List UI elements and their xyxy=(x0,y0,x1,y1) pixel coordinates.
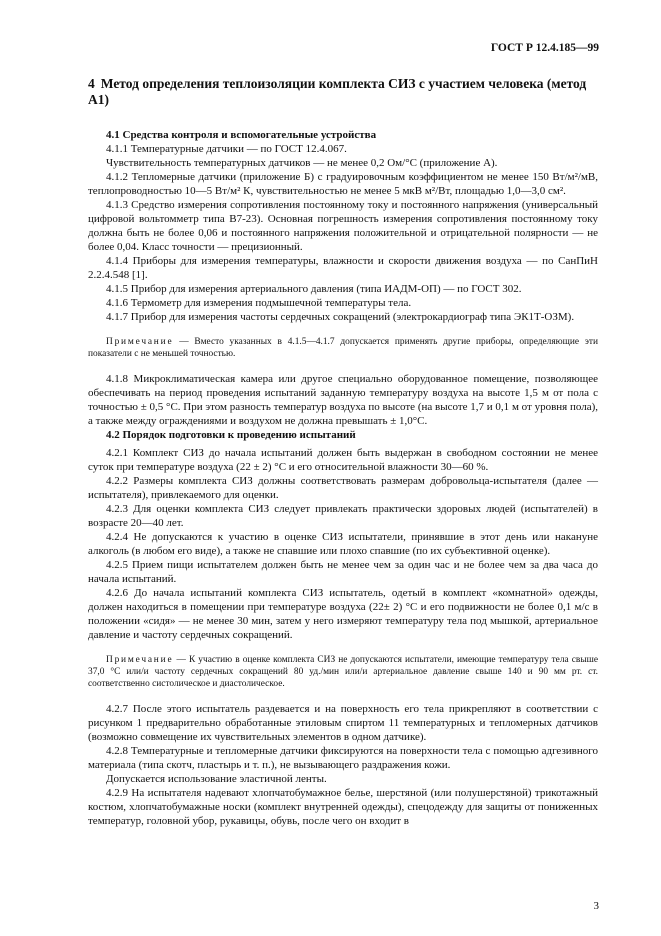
paragraph-4-2-6: 4.2.6 До начала испытаний комплекта СИЗ испытатель, одетый в комплект «комнатной» одежды, должен находиться в помещении при температуре воздуха (22± 2) °С и его подвижности не более 0,1 м/с в положении «сидя» — не менее 30 мин, затем у него измеряют температуру тела под мышкой, артериальное давление и частоту сердечных сокращений. xyxy=(88,587,598,641)
paragraph-4-2-8-b: Допускается использование эластичной ленты. xyxy=(106,773,327,785)
paragraph-4-1-4: 4.1.4 Приборы для измерения температуры, влажности и скорости движения воздуха — по СанПиН 2.2.4.548 [1]. xyxy=(88,255,598,281)
note-1 xyxy=(88,336,598,360)
section-heading xyxy=(88,76,598,108)
note-2-text: — К участию в оценке комплекта СИЗ не допускаются испытатели, имеющие температуру тела свыше 37,0 °С или/и частоту сердечных сокращений 80 уд./мин или/и артериальное давление свыше 140 и 90 мм рт. ст. соответственно систолическое и диастолическое. xyxy=(88,655,599,689)
page-number: 3 xyxy=(593,900,599,912)
paragraph-4-2-1: 4.2.1 Комплект СИЗ до начала испытаний должен быть выдержан в свободном состоянии не менее суток при температуре воздуха (22 ± 2) °С и его относительной влажности 30—60 %. xyxy=(88,447,598,473)
document-body xyxy=(88,66,598,828)
note-2-label: Примечание xyxy=(106,655,174,665)
note-1-label: Примечание xyxy=(106,337,174,347)
paragraph-4-1-1-b: Чувствительность температурных датчиков — не менее 0,2 Ом/°С (приложение А). xyxy=(106,157,498,169)
paragraph-4-2-4: 4.2.4 Не допускаются к участию в оценке СИЗ испытатели, принявшие в этот день или накануне алкоголь (в любом его виде), а также не спавшие или плохо спавшие (по их субъективной оценке). xyxy=(88,531,598,557)
paragraph-4-2-9: 4.2.9 На испытателя надевают хлопчатобумажное белье, шерстяной (или полушерстяной) трикотажный костюм, хлопчатобумажные носки (комплект внутренней одежды), спецодежду для защиты от пониженных температур, головной убор, рукавицы, обувь, после чего он входит в xyxy=(88,787,598,827)
subsection-heading-4-2: 4.2 Порядок подготовки к проведению испытаний xyxy=(106,429,356,441)
paragraph-4-2-2: 4.2.2 Размеры комплекта СИЗ должны соответствовать размерам добровольца-испытателя (далее — испытателя), привлекаемого для оценки. xyxy=(88,475,598,501)
section-title: Метод определения теплоизоляции комплекта СИЗ с участием человека (метод А1) xyxy=(88,76,587,107)
paragraph-4-1-5: 4.1.5 Прибор для измерения артериального давления (типа ИАДМ-ОП) — по ГОСТ 302. xyxy=(106,283,522,295)
paragraph-4-1-8: 4.1.8 Микроклиматическая камера или другое специально оборудованное помещение, позволяющее обеспечивать на период проведения испытаний заданную температуру воздуха на высоте 1,5 м от пола с точностью ± 0,5 °С. При этом разность температур воздуха по высоте (на высоте 1,7 и 0,1 м от уровня пола), а также между ограждениями и воздухом не должна превышать ± 1,0°С. xyxy=(88,373,598,427)
paragraph-4-1-2: 4.1.2 Тепломерные датчики (приложение Б) с градуировочным коэффициентом не менее 150 Вт/м²/мВ, теплопроводностью 10—5 Вт/м² К, чувствительностью не менее 5 мкВ м²/Вт, площадью 1,0—3,0 см². xyxy=(88,171,598,197)
subsection-heading-4-1: 4.1 Средства контроля и вспомогательные устройства xyxy=(106,129,377,141)
document-code: ГОСТ Р 12.4.185—99 xyxy=(490,42,599,54)
paragraph-4-2-8: 4.2.8 Температурные и тепломерные датчики фиксируются на поверхности тела с помощью адгезивного материала (типа скотч, пластырь и т. п.), не вызывающего раздражения кожи. xyxy=(88,745,598,771)
paragraph-4-2-3: 4.2.3 Для оценки комплекта СИЗ следует привлекать практически здоровых людей (испытателей) в возрасте 20—40 лет. xyxy=(88,503,598,529)
paragraph-4-1-6: 4.1.6 Термометр для измерения подмышечной температуры тела. xyxy=(106,297,412,309)
paragraph-4-1-7: 4.1.7 Прибор для измерения частоты сердечных сокращений (электрокардиограф типа ЭК1Т-ОЗМ). xyxy=(106,311,575,323)
paragraph-4-2-7: 4.2.7 После этого испытатель раздевается и на поверхность его тела прикрепляют в соответствии с рисунком 1 предварительно обработанные этиловым спиртом 11 температурных и тепломерных датчиков (возможно совмещение их чувствительных элементов в одном датчике). xyxy=(88,703,598,743)
paragraph-4-2-5: 4.2.5 Прием пищи испытателем должен быть не менее чем за один час и не более чем за два часа до начала испытаний. xyxy=(88,559,598,585)
section-number: 4 xyxy=(88,76,95,91)
note-1-text: — Вместо указанных в 4.1.5—4.1.7 допускается применять другие приборы, определяющие эти показатели с не меньшей точностью. xyxy=(88,337,599,359)
paragraph-4-1-3: 4.1.3 Средство измерения сопротивления постоянному току и постоянного напряжения (универсальный цифровой вольтомметр типа В7-23). Основная погрешность измерения сопротивления постоянному току должна быть не более 0,06 и постоянного напряжения положительной и отрицательной полярности — не более 0,04. Класс точности — прецизионный. xyxy=(88,199,598,253)
paragraph-4-1-1: 4.1.1 Температурные датчики — по ГОСТ 12.4.067. xyxy=(106,143,347,155)
note-2 xyxy=(88,654,598,690)
